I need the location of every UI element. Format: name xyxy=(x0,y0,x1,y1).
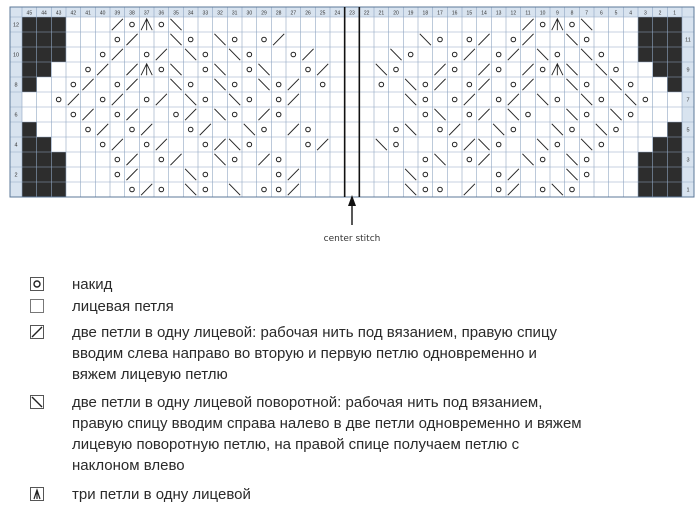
ssk-icon xyxy=(30,395,44,409)
column-number: 17 xyxy=(437,10,443,17)
column-number: 26 xyxy=(305,10,311,17)
no-stitch-cell xyxy=(22,47,66,62)
no-stitch-cell xyxy=(22,152,66,167)
row-number: 5 xyxy=(686,127,690,134)
column-number: 6 xyxy=(599,10,603,17)
no-stitch-cell xyxy=(22,167,66,182)
row-number: 6 xyxy=(14,112,18,119)
row-number: 11 xyxy=(685,37,691,44)
k3tog-icon xyxy=(30,487,44,501)
column-number: 25 xyxy=(319,10,326,17)
knitting-chart xyxy=(0,0,699,250)
column-number: 42 xyxy=(70,10,77,17)
column-number: 28 xyxy=(275,10,282,17)
yarn-over-icon xyxy=(30,277,44,291)
column-number: 38 xyxy=(129,10,135,17)
column-number: 22 xyxy=(363,10,370,17)
legend-text: две петли в одну лицевой поворотной: рабочая нить под вязанием, правую спицу вводим справа налево в две петли одновременно и вяжем лицевую поворотную петлю, на правой спице получаем петлю с наклоном влево xyxy=(72,394,582,474)
row-number: 2 xyxy=(14,172,18,179)
no-stitch-cell xyxy=(638,167,682,182)
no-stitch-cell xyxy=(22,17,66,32)
column-number: 24 xyxy=(334,10,341,17)
column-number: 1 xyxy=(673,10,677,17)
row-number: 7 xyxy=(686,97,690,104)
row-number: 10 xyxy=(12,52,20,59)
column-number: 12 xyxy=(510,10,517,17)
column-number: 13 xyxy=(495,10,502,17)
column-number: 32 xyxy=(217,10,223,17)
row-number: 3 xyxy=(686,157,690,164)
no-stitch-cell xyxy=(638,47,682,62)
column-number: 23 xyxy=(349,10,355,17)
column-number: 15 xyxy=(466,10,473,17)
column-number: 9 xyxy=(555,10,559,17)
column-number: 40 xyxy=(99,10,106,17)
k2tog-icon xyxy=(30,325,44,339)
column-number: 16 xyxy=(451,10,458,17)
column-number: 41 xyxy=(85,10,91,17)
column-number: 43 xyxy=(55,10,62,17)
no-stitch-cell xyxy=(667,77,682,92)
column-number: 19 xyxy=(407,10,414,17)
row-number: 12 xyxy=(12,22,20,29)
legend-text: накид xyxy=(72,276,113,293)
column-number: 30 xyxy=(246,10,253,17)
center-stitch-label: center stitch xyxy=(323,234,381,244)
column-number: 8 xyxy=(570,10,574,17)
column-number: 35 xyxy=(173,10,179,17)
column-number: 37 xyxy=(143,10,150,17)
column-number: 34 xyxy=(187,10,194,17)
column-number: 36 xyxy=(158,10,165,17)
column-number: 39 xyxy=(114,10,121,17)
column-number: 7 xyxy=(585,10,589,17)
column-number: 44 xyxy=(41,10,47,17)
column-number: 4 xyxy=(629,10,633,17)
no-stitch-cell xyxy=(667,122,682,137)
column-number: 45 xyxy=(26,10,33,17)
no-stitch-cell xyxy=(22,77,37,92)
no-stitch-cell xyxy=(22,122,37,137)
no-stitch-cell xyxy=(638,17,682,32)
row-number: 4 xyxy=(14,142,18,149)
column-number: 2 xyxy=(658,10,662,17)
no-stitch-cell xyxy=(638,152,682,167)
column-number: 21 xyxy=(378,10,385,17)
column-number: 3 xyxy=(643,10,647,17)
legend-text: три петли в одну лицевой xyxy=(72,486,251,503)
row-number: 9 xyxy=(686,67,690,74)
column-number: 11 xyxy=(525,10,531,17)
column-number: 5 xyxy=(614,10,618,17)
no-stitch-cell xyxy=(22,32,66,47)
column-number: 31 xyxy=(231,10,238,17)
column-number: 10 xyxy=(539,10,546,17)
chart-grid xyxy=(0,0,699,250)
no-stitch-cell xyxy=(22,182,66,197)
column-number: 18 xyxy=(422,10,429,17)
column-number: 27 xyxy=(290,10,297,17)
knit-icon xyxy=(30,299,44,313)
row-number: 1 xyxy=(686,187,690,194)
column-number: 33 xyxy=(202,10,209,17)
column-number: 20 xyxy=(393,10,399,17)
legend-text: две петли в одну лицевой: рабочая нить под вязанием, правую спицу вводим слева направо во вторую и первую петлю одновременно и вяжем лицевую петлю xyxy=(72,324,558,383)
column-number: 14 xyxy=(481,10,487,17)
no-stitch-cell xyxy=(638,32,682,47)
column-number: 29 xyxy=(261,10,267,17)
legend-text: лицевая петля xyxy=(72,298,174,315)
row-number: 8 xyxy=(14,82,18,89)
no-stitch-cell xyxy=(638,182,682,197)
